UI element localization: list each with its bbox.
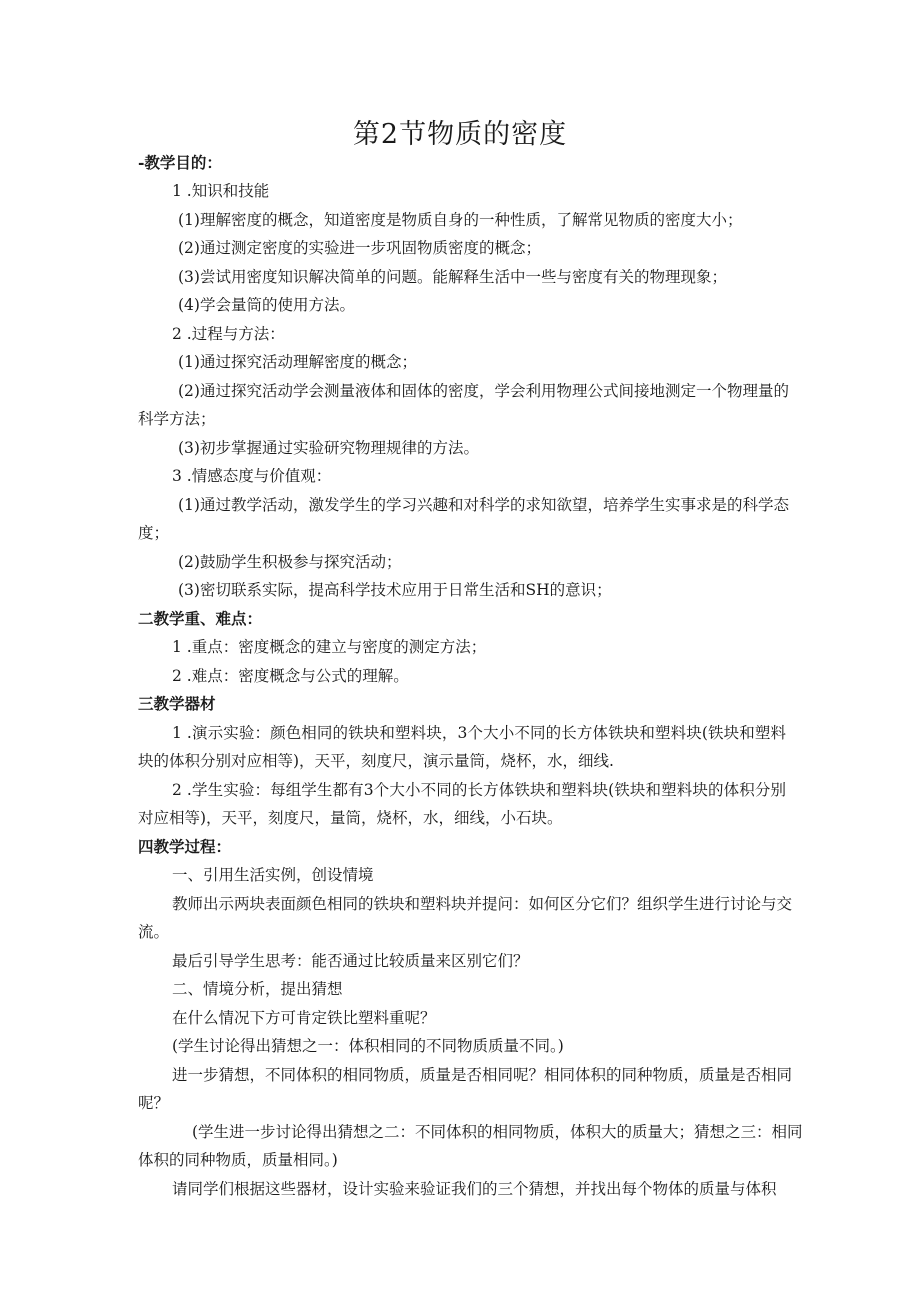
section-heading-objectives: -教学目的： (138, 153, 222, 172)
paragraph: 1 .重点：密度概念的建立与密度的测定方法； (172, 638, 487, 656)
paragraph: (3)初步掌握通过实验研究物理规律的方法。 (178, 439, 479, 457)
paragraph: 教师出示两块表面颜色相同的铁块和塑料块并提问：如何区分它们？组织学生进行讨论与交 (172, 895, 793, 913)
paragraph: (3)尝试用密度知识解决简单的问题。能解释生活中一些与密度有关的物理现象； (178, 268, 727, 286)
paragraph: (学生进一步讨论得出猜想之二：不同体积的相同物质，体积大的质量大；猜想之三：相同 (192, 1123, 803, 1141)
section-heading-process: 四教学过程： (138, 837, 232, 856)
paragraph: 1 .演示实验：颜色相同的铁块和塑料块，3个大小不同的长方体铁块和塑料块(铁块和塑料 (172, 724, 786, 742)
paragraph: (2)通过探究活动学会测量液体和固体的密度，学会利用物理公式间接地测定一个物理量的 (178, 382, 789, 400)
subheading-knowledge-skills: 1 .知识和技能 (172, 182, 270, 200)
subsection-heading: 一、引用生活实例，创设情境 (172, 866, 374, 884)
subsection-heading: 二、情境分析，提出猜想 (172, 980, 343, 998)
paragraph: 最后引导学生思考：能否通过比较质量来区别它们？ (172, 952, 529, 970)
paragraph: 进一步猜想，不同体积的相同物质，质量是否相同呢？相同体积的同种物质，质量是否相同 (172, 1066, 793, 1084)
paragraph: (学生讨论得出猜想之一：体积相同的不同物质质量不同。) (172, 1037, 564, 1055)
paragraph: (1)通过教学活动，激发学生的学习兴趣和对科学的求知欲望，培养学生实事求是的科学态 (178, 496, 789, 514)
paragraph: 在什么情况下方可肯定铁比塑料重呢？ (172, 1009, 436, 1027)
paragraph-continuation: 度； (138, 524, 170, 542)
paragraph: (2)鼓励学生积极参与探究活动； (178, 553, 402, 571)
paragraph-continuation: 呢？ (138, 1094, 170, 1112)
paragraph: (4)学会量筒的使用方法。 (178, 296, 355, 314)
paragraph: 请同学们根据这些器材，设计实验来验证我们的三个猜想，并找出每个物体的质量与体积 (172, 1180, 777, 1198)
paragraph-continuation: 块的体积分别对应相等)，天平，刻度尺，演示量筒，烧杯，水，细线. (138, 752, 614, 770)
paragraph: (3)密切联系实际，提高科学技术应用于日常生活和SH的意识； (178, 581, 612, 599)
subheading-attitudes-values: 3 .情感态度与价值观： (172, 467, 332, 485)
paragraph: 2 .难点：密度概念与公式的理解。 (172, 667, 409, 685)
paragraph: (2)通过测定密度的实验进一步巩固物质密度的概念； (178, 239, 541, 257)
paragraph-continuation: 体积的同种物质，质量相同。) (138, 1151, 338, 1169)
paragraph: (1)通过探究活动理解密度的概念； (178, 353, 417, 371)
page-title: 第2节物质的密度 (352, 119, 568, 150)
paragraph: (1)理解密度的概念，知道密度是物质自身的一种性质，了解常见物质的密度大小； (178, 211, 743, 229)
paragraph-continuation: 流。 (138, 923, 170, 941)
paragraph-continuation: 对应相等)，天平，刻度尺，量筒，烧杯，水，细线，小石块。 (138, 809, 563, 827)
section-heading-equipment: 三教学器材 (138, 694, 216, 713)
subheading-process-method: 2 .过程与方法： (172, 325, 285, 343)
paragraph: 2 .学生实验：每组学生都有3个大小不同的长方体铁块和塑料块(铁块和塑料块的体积分别 (172, 781, 786, 799)
section-heading-key-points: 二教学重、难点： (138, 609, 263, 628)
paragraph-continuation: 科学方法； (138, 410, 216, 428)
